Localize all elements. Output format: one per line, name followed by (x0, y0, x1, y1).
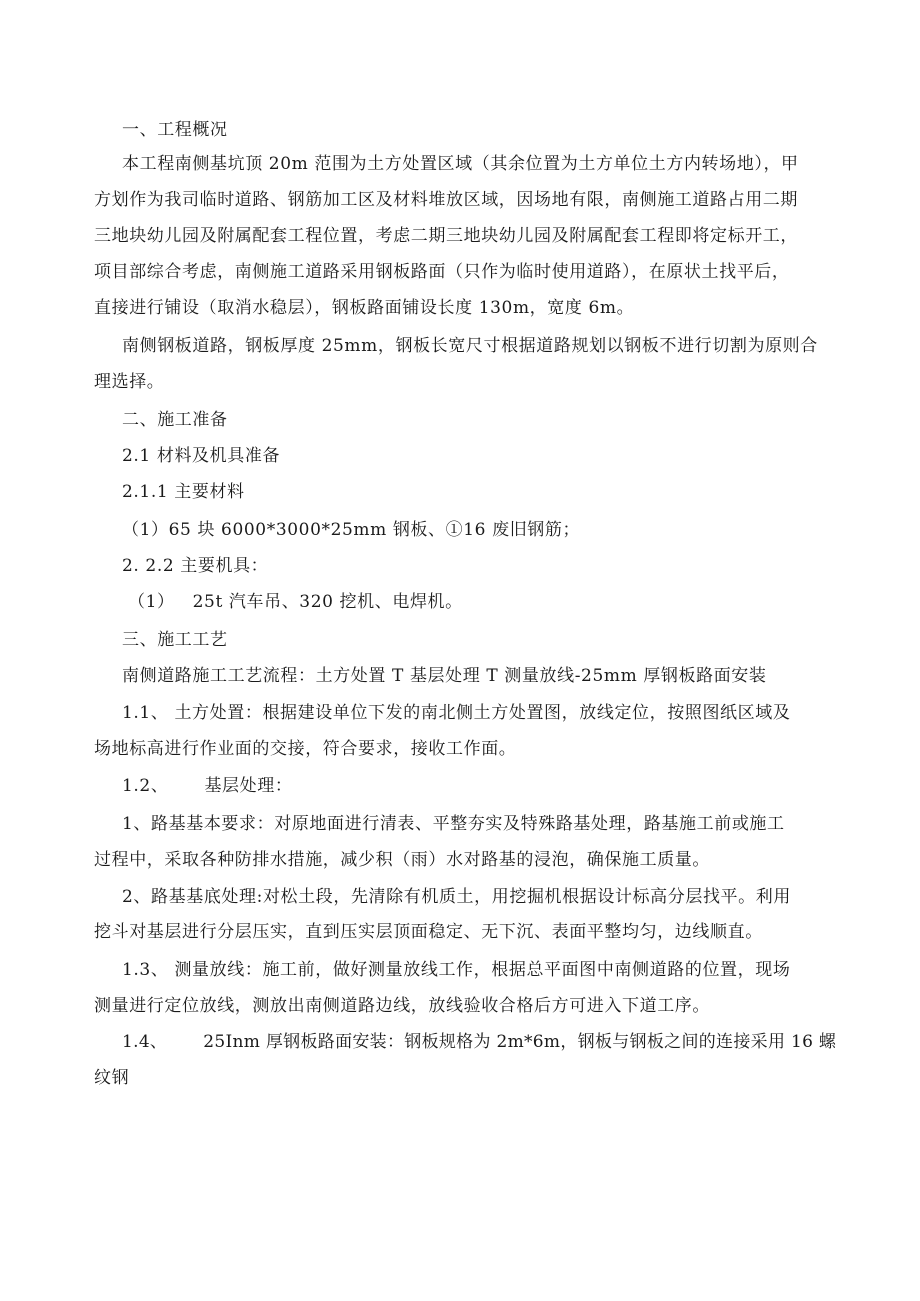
machines-list-item (128, 590, 463, 614)
paragraph-line: 纹钢 (94, 1068, 130, 1088)
paragraph-line: 本工程南侧基坑顶 20m 范围为土方处置区域（其余位置为土方单位土方内转场地），甲 (122, 154, 799, 174)
subheading-2-1: 2.1 材料及机具准备 (122, 446, 281, 466)
paragraph-line: 南侧钢板道路，钢板厚度 25mm，钢板长宽尺寸根据道路规划以钢板不进行切割为原则合 (122, 336, 818, 356)
paragraph-line: 测量进行定位放线，测放出南侧道路边线，放线验收合格后方可进入下道工序。 (94, 996, 710, 1016)
subheading-1-2 (122, 774, 292, 798)
subheading-number: 1.2、 (122, 776, 169, 796)
process-flow-line: 南侧道路施工工艺流程：土方处置 T 基层处理 T 测量放线-25mm 厚钢板路面安装 (122, 666, 767, 686)
paragraph-line: 方划作为我司临时道路、钢筋加工区及材料堆放区域，因场地有限，南侧施工道路占用二期 (94, 190, 798, 210)
subheading-number: 1.4、 (122, 1032, 168, 1052)
section-heading-process: 三、施工工艺 (122, 630, 228, 650)
paragraph-line: 项目部综合考虑，南侧施工道路采用钢板路面（只作为临时使用道路），在原状土找平后， (94, 262, 790, 282)
paragraph-line: 理选择。 (94, 372, 165, 392)
paragraph-line: 挖斗对基层进行分层压实，直到压实层顶面稳定、无下沉、表面平整均匀，边线顺直。 (94, 922, 763, 942)
subheading-2-1-1: 2.1.1 主要材料 (122, 482, 245, 502)
section-heading-overview: 一、工程概况 (122, 120, 228, 140)
subheading-2-2-2: 2. 2.2 主要机具： (122, 556, 269, 576)
section-heading-preparation: 二、施工准备 (122, 410, 228, 430)
paragraph-line: 1.1、 土方处置：根据建设单位下发的南北侧土方处置图，放线定位，按照图纸区域及 (122, 703, 791, 723)
paragraph-line: 直接进行铺设（取消水稳层），钢板路面铺设长度 130m，宽度 6m。 (94, 298, 635, 318)
paragraph-line: 1.3、 测量放线：施工前，做好测量放线工作，根据总平面图中南侧道路的位置，现场 (122, 960, 791, 980)
subheading-1-4 (122, 1030, 836, 1054)
subheading-title: 基层处理： (204, 776, 293, 796)
paragraph-text: 25Inm 厚钢板路面安装：钢板规格为 2m*6m，钢板与钢板之间的连接采用 16 螺 (203, 1032, 837, 1052)
paragraph-line: 三地块幼儿园及附属配套工程位置，考虑二期三地块幼儿园及附属配套工程即将定标开工， (94, 226, 798, 246)
paragraph-line: 2、路基基底处理:对松土段，先清除有机质土，用挖掘机根据设计标高分层找平。利用 (122, 887, 791, 907)
machines-item-text: 25t 汽车吊、320 挖机、电焊机。 (192, 592, 463, 612)
materials-list-item: （1）65 块 6000*3000*25mm 钢板、①16 废旧钢筋； (122, 520, 581, 540)
paragraph-line: 场地标高进行作业面的交接，符合要求，接收工作面。 (94, 739, 517, 759)
machines-item-number: （1） (128, 592, 175, 612)
paragraph-line: 1、路基基本要求：对原地面进行清表、平整夯实及特殊路基处理，路基施工前或施工 (122, 814, 785, 834)
paragraph-line: 过程中，采取各种防排水措施，减少积（雨）水对路基的浸泡，确保施工质量。 (94, 850, 710, 870)
